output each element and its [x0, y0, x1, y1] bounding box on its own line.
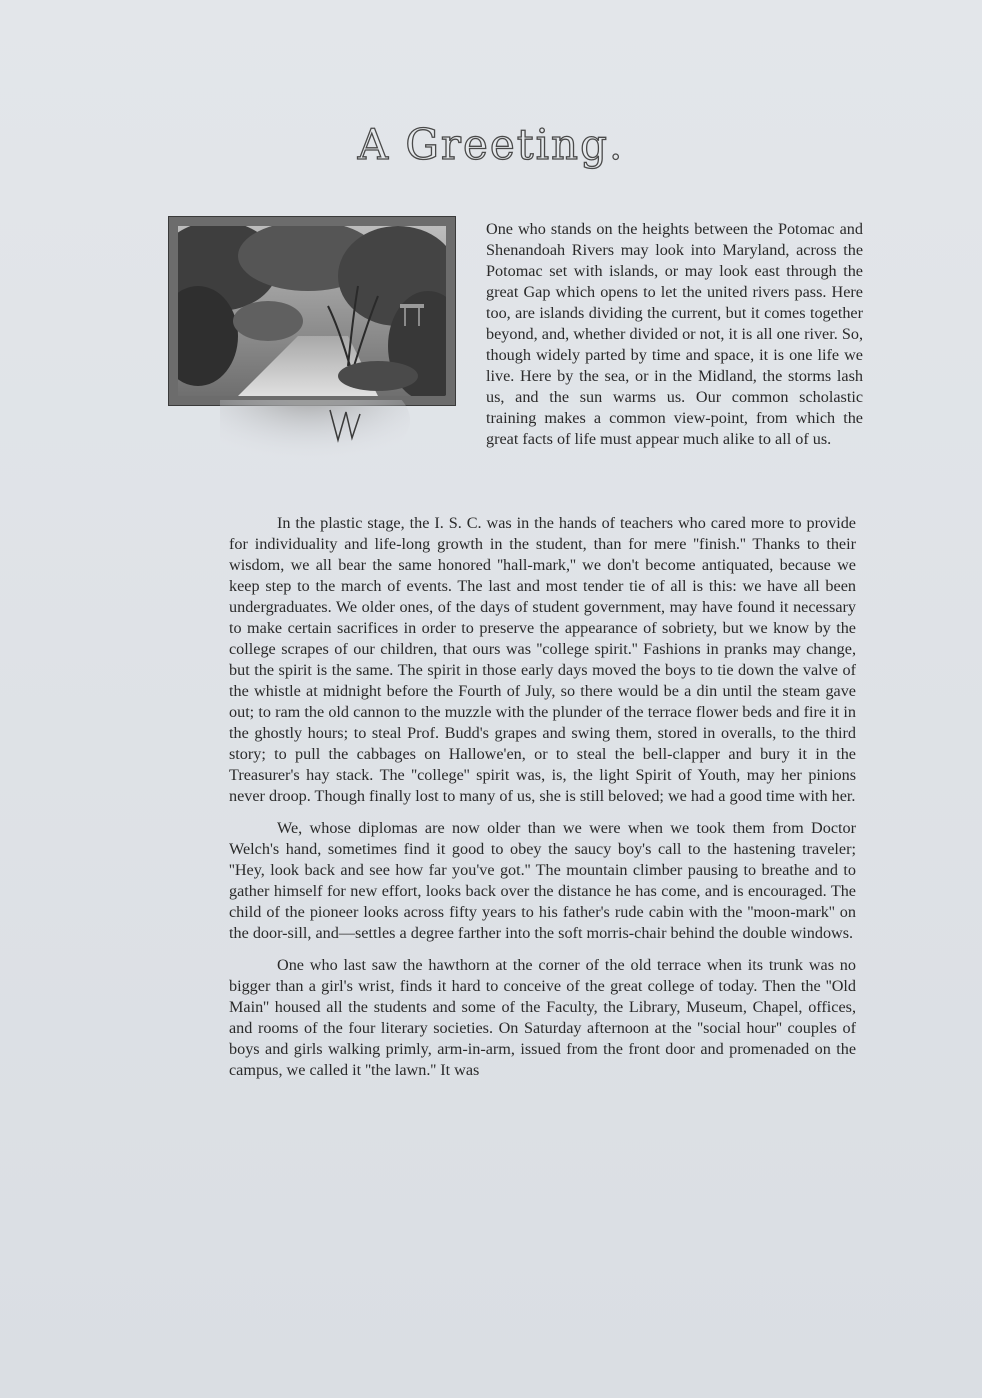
landscape-river-photo-icon	[178, 226, 446, 396]
paragraph-1: In the plastic stage, the I. S. C. was in the hands of teachers who cared more to provide for individuality and life-long growth in the student, than for mere ''finish.'' Thanks to their wisdom, we all bear the same honored ''hall-mark,'' we don't become antiquated, because we keep step to the march of events. The last and most tender tie of all is this: we have all been undergraduates. We older ones, of the days of student government, may have found it necessary to make certain sacrifices in order to preserve the appearance of sobriety, but we know by the college scrapes of our children, that ours was ''college spirit.'' Fashions in pranks may change, but the spirit is the same. The spirit in those early days moved the boys to tie down the valve of the whistle at midnight before the Fourth of July, so there would be a din until the steam gave out; to ram the old cannon to the muzzle with the plunder of the terrace flower beds and fire it in the ghostly hours; to steal Prof. Budd's grapes and swing them, stored in overalls, to the third story; to pull the cabbages on Hallowe'en, or to steal the bell-clapper and bury it in the Treasurer's hay stack. The ''college'' spirit was, is, the light Spirit of Youth, may her pinions never droop. Though finally lost to many of us, she is still beloved; we had a good time with her.	[229, 514, 856, 805]
intro-paragraph	[486, 219, 863, 450]
photo-reflection	[220, 400, 440, 485]
page-title: A Greeting.	[357, 120, 625, 169]
intro-text: One who stands on the heights between the Potomac and Shenandoah Rivers may look into Maryland, across the Potomac set with islands, or may look east through the great Gap which opens to let the united rivers pass. Here too, are islands dividing the current, but it comes together beyond, and, whether divided or not, it is all one river. So, though widely parted by time and space, it is one life we live. Here by the sea, or in the Midland, the storms lash us, and the sun warms us. Our common scholastic training makes a common view-point, from which the great facts of life must appear much alike to all of us.	[486, 220, 863, 448]
photo-frame	[168, 216, 456, 406]
body-text	[229, 513, 856, 1092]
paragraph-3: One who last saw the hawthorn at the corner of the old terrace when its trunk was no bigger than a girl's wrist, finds it hard to conceive of the great college of today. Then the ''Old Main'' housed all the students and some of the Faculty, the Library, Museum, Chapel, offices, and rooms of the four literary societies. On Saturday afternoon at the ''social hour'' couples of boys and girls walking primly, arm-in-arm, issued from the front door and promenaded on the campus, we called it ''the lawn.'' It was	[229, 956, 856, 1079]
paragraph-2: We, whose diplomas are now older than we were when we took them from Doctor Welch's hand, sometimes find it good to obey the saucy boy's call to the hastening traveler; ''Hey, look back and see how far you've got.'' The mountain climber pausing to breathe and to gather himself for new effort, looks back over the distance he has come, and is encouraged. The child of the pioneer looks across fifty years to his father's rude cabin with the ''moon-mark'' on the door-sill, and—settles a degree farther into the soft morris-chair behind the double windows.	[229, 819, 856, 942]
